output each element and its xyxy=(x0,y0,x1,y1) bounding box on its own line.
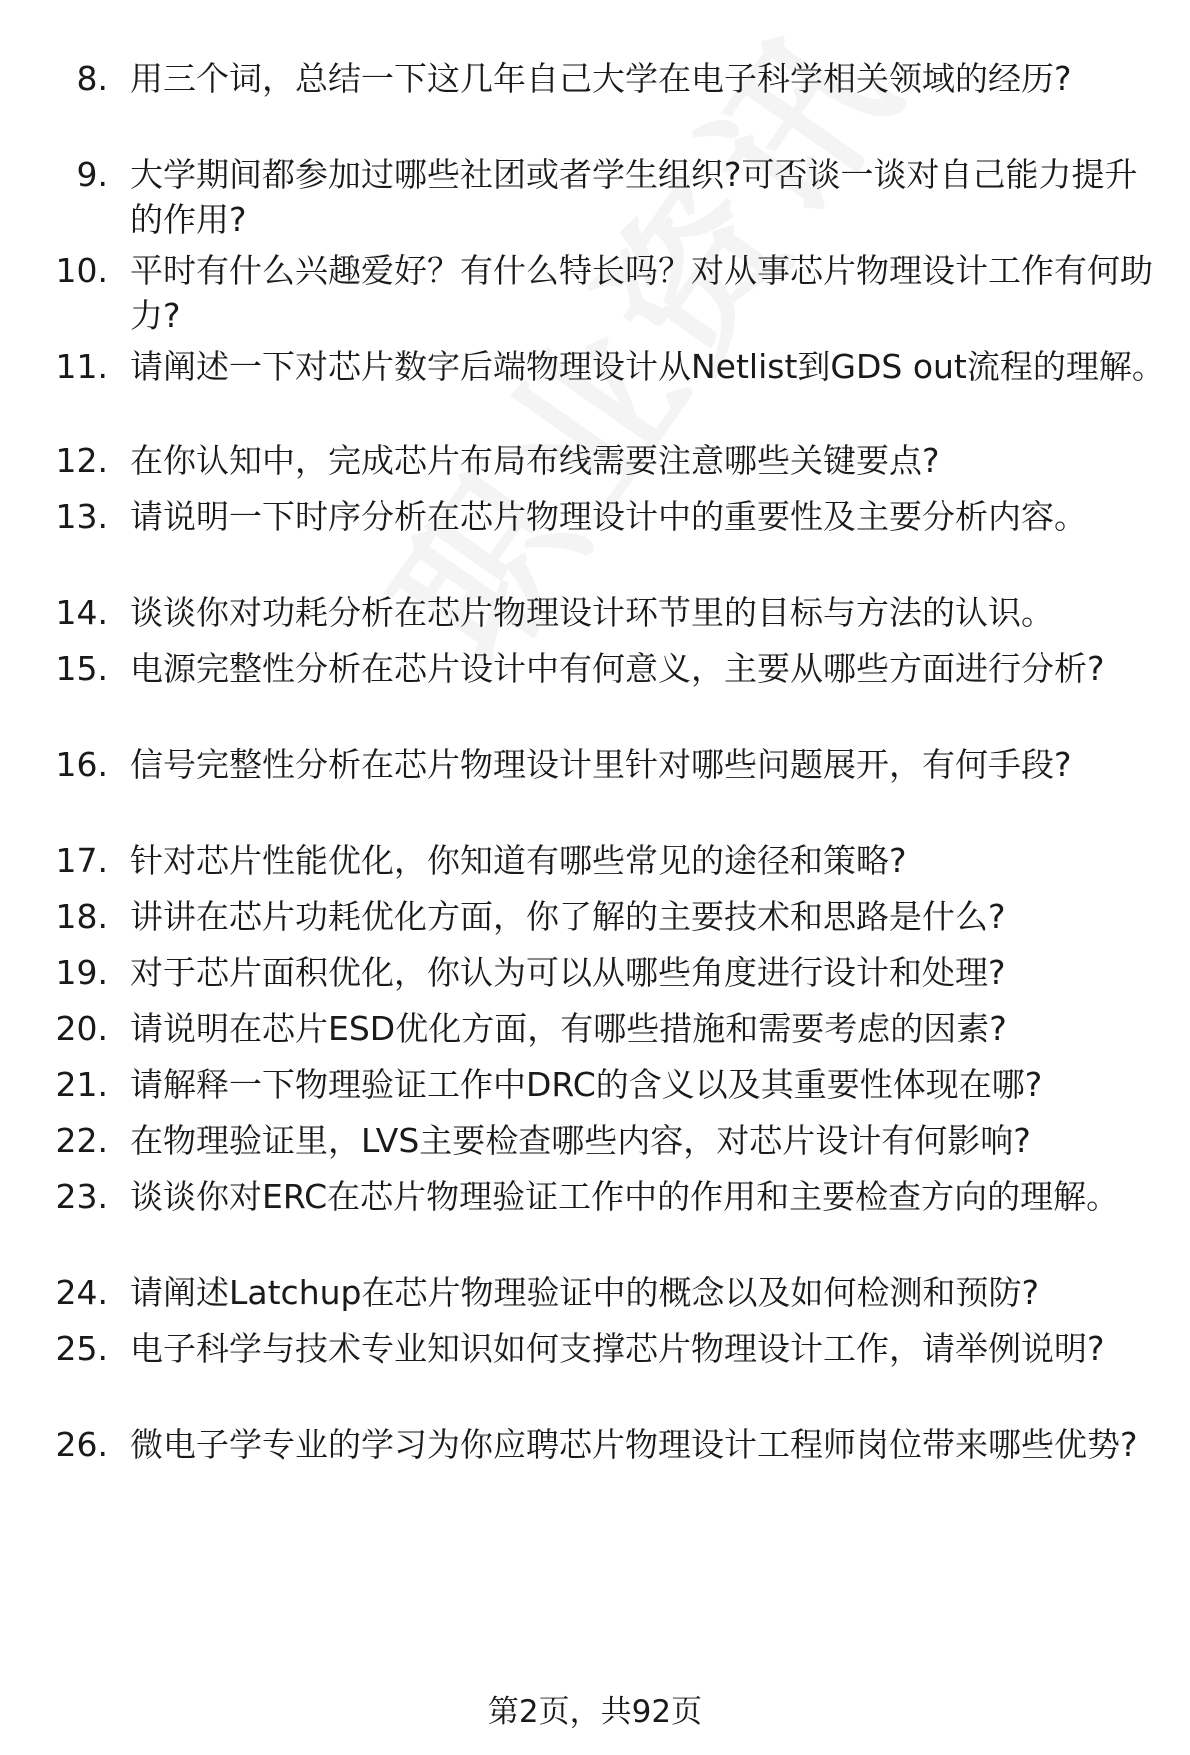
question-text: 对于芯片面积优化，你认为可以从哪些角度进行设计和处理? xyxy=(130,953,1006,992)
question-text: 请说明在芯片ESD优化方面，有哪些措施和需要考虑的因素? xyxy=(130,1009,1007,1048)
question-number: 13. xyxy=(55,497,108,536)
question-text: 平时有什么兴趣爱好？有什么特长吗？对从事芯片物理设计工作有何助力? xyxy=(130,251,1153,335)
question-text: 针对芯片性能优化，你知道有哪些常见的途径和策略? xyxy=(130,841,907,880)
question-number: 11. xyxy=(55,347,108,386)
page-footer: 第2页，共92页 xyxy=(487,1694,703,1730)
question-text: 微电子学专业的学习为你应聘芯片物理设计工程师岗位带来哪些优势? xyxy=(130,1425,1138,1464)
question-text: 请解释一下物理验证工作中DRC的含义以及其重要性体现在哪? xyxy=(130,1065,1043,1104)
question-text: 信号完整性分析在芯片物理设计里针对哪些问题展开，有何手段? xyxy=(130,745,1072,784)
question-text: 在物理验证里，LVS主要检查哪些内容，对芯片设计有何影响? xyxy=(130,1121,1031,1160)
question-number: 22. xyxy=(55,1121,108,1160)
question-number: 20. xyxy=(55,1009,108,1048)
question-text: 请阐述一下对芯片数字后端物理设计从Netlist到GDS out流程的理解。 xyxy=(130,347,1165,386)
question-number: 16. xyxy=(55,745,108,784)
question-text: 谈谈你对功耗分析在芯片物理设计环节里的目标与方法的认识。 xyxy=(130,593,1054,632)
question-number: 26. xyxy=(55,1425,108,1464)
question-number: 15. xyxy=(55,649,108,688)
question-number: 24. xyxy=(55,1273,108,1312)
question-number: 19. xyxy=(55,953,108,992)
question-number: 23. xyxy=(55,1177,108,1216)
question-number: 17. xyxy=(55,841,108,880)
question-text: 大学期间都参加过哪些社团或者学生组织?可否谈一谈对自己能力提升的作用? xyxy=(130,155,1138,239)
question-text: 请阐述Latchup在芯片物理验证中的概念以及如何检测和预防? xyxy=(130,1273,1039,1312)
question-text: 用三个词，总结一下这几年自己大学在电子科学相关领域的经历? xyxy=(130,59,1072,98)
question-number: 25. xyxy=(55,1329,108,1368)
question-number: 14. xyxy=(55,593,108,632)
question-text: 电子科学与技术专业知识如何支撑芯片物理设计工作，请举例说明? xyxy=(130,1329,1105,1368)
question-number: 12. xyxy=(55,441,108,480)
question-number: 8. xyxy=(76,59,108,98)
question-text: 谈谈你对ERC在芯片物理验证工作中的作用和主要检查方向的理解。 xyxy=(130,1177,1120,1216)
question-number: 18. xyxy=(55,897,108,936)
question-text: 在你认知中，完成芯片布局布线需要注意哪些关键要点? xyxy=(130,441,940,480)
question-text: 讲讲在芯片功耗优化方面，你了解的主要技术和思路是什么? xyxy=(130,897,1006,936)
question-text: 电源完整性分析在芯片设计中有何意义，主要从哪些方面进行分析? xyxy=(130,649,1105,688)
question-number: 21. xyxy=(55,1065,108,1104)
question-number: 10. xyxy=(55,251,108,290)
question-text: 请说明一下时序分析在芯片物理设计中的重要性及主要分析内容。 xyxy=(130,497,1087,536)
question-number: 9. xyxy=(76,155,108,194)
